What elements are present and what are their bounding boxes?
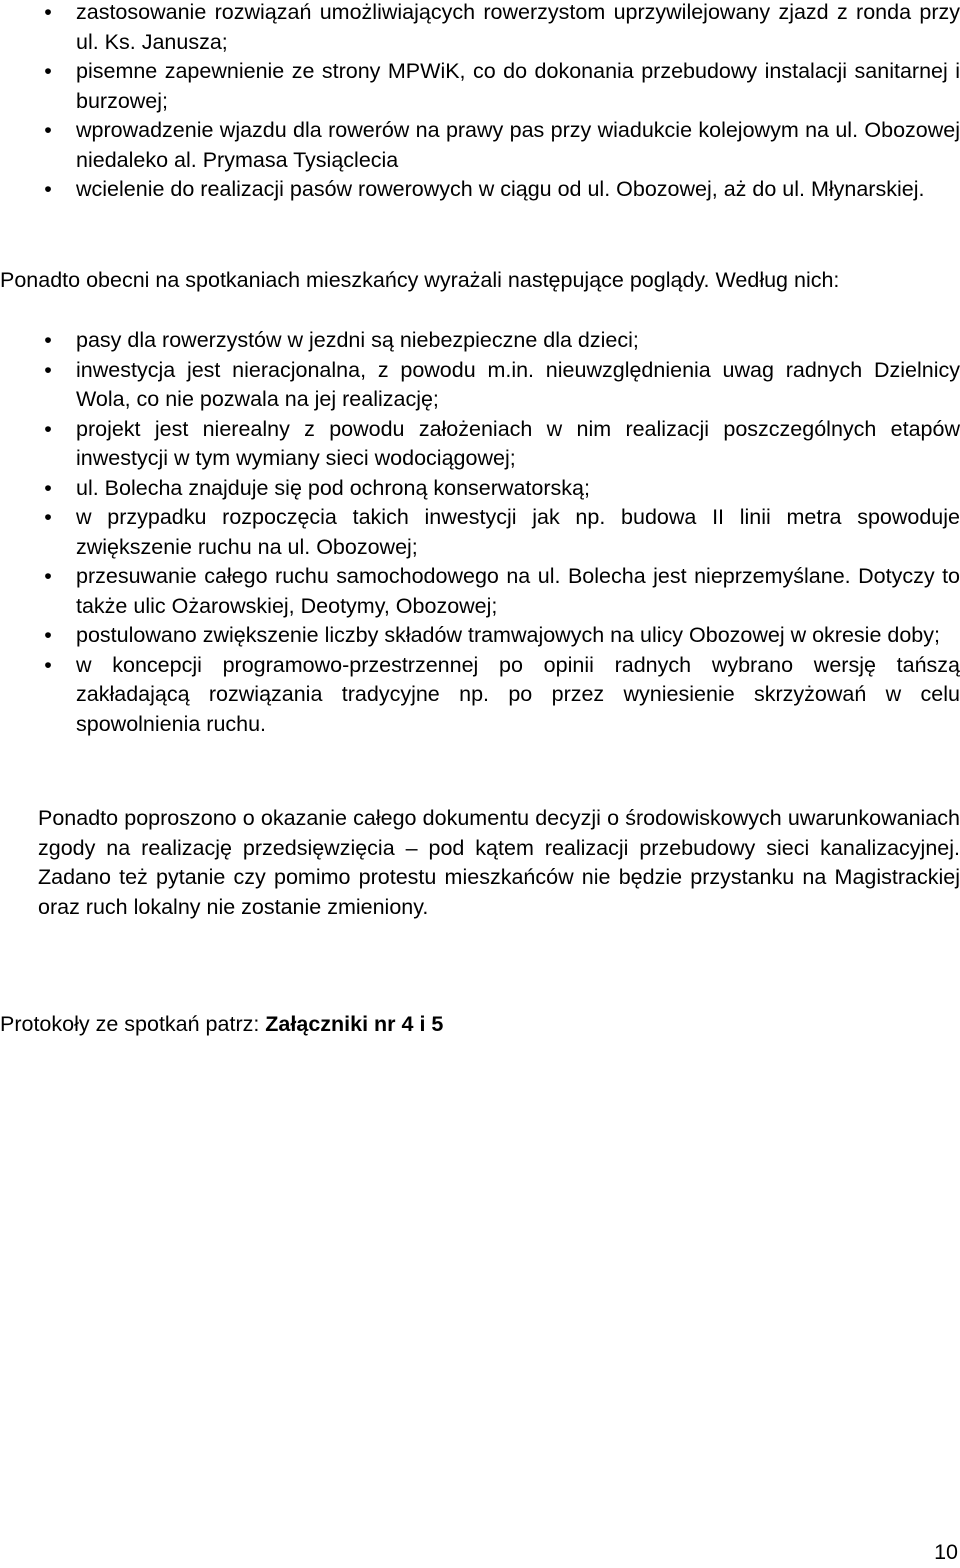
bullet-icon: • xyxy=(44,357,52,382)
paragraph-opinions-intro: Ponadto obecni na spotkaniach mieszkańcy wyrażali następujące poglądy. Według nich: xyxy=(0,268,840,292)
bullet-icon: • xyxy=(44,623,52,647)
bullet-icon: • xyxy=(44,0,52,24)
paragraph-document-request: Ponadto poproszono o okazanie całego dokumentu decyzji o środowiskowych uwarunkowaniach zgody na realizację przedsięwzięcia – pod kątem realizacji przebudowy sieci kanalizacyjnej. Zadano też pytanie czy pomimo protestu mieszkańców nie będzie przystanku na Magistrackiej oraz ruch lokalny nie zostanie zmieniony. xyxy=(38,806,960,919)
protocols-prefix: Protokoły ze spotkań patrz: xyxy=(0,1012,266,1036)
list-item-text: wcielenie do realizacji pasów rowerowych w ciągu od ul. Obozowej, aż do ul. Młynarskiej. xyxy=(76,177,925,201)
list-item xyxy=(0,116,960,175)
bullet-icon: • xyxy=(44,475,52,500)
list-item-text: projekt jest nierealny z powodu założeniach w nim realizacji poszczególnych etapów inwestycji w tym wymiany sieci wodociągowej; xyxy=(76,416,960,470)
list-item-text: w koncepcji programowo-przestrzennej po opinii radnych wybrano wersję tańszą zakładającą rozwiązania tradycyjne np. po przez wyniesienie skrzyżowań w celu spowolnienia ruchu. xyxy=(76,652,960,736)
bullet-list-postulates xyxy=(0,0,960,205)
list-item-text: inwestycja jest nieracjonalna, z powodu m.in. nieuwzględnienia uwag radnych Dzielnicy Wola, co nie pozwala na jej realizację; xyxy=(76,357,960,411)
list-item-text: wprowadzenie wjazdu dla rowerów na prawy pas przy wiadukcie kolejowym na ul. Obozowej niedaleko al. Prymasa Tysiąclecia xyxy=(76,118,960,172)
list-item xyxy=(0,175,960,205)
bullet-icon: • xyxy=(44,505,52,529)
list-item xyxy=(0,621,960,651)
list-item xyxy=(0,0,960,57)
bullet-icon: • xyxy=(44,177,52,201)
list-item xyxy=(0,356,960,415)
list-item-text: pisemne zapewnienie ze strony MPWiK, co do dokonania przebudowy instalacji sanitarnej i burzowej; xyxy=(76,59,960,113)
list-item xyxy=(0,562,960,621)
list-item-text: ul. Bolecha znajduje się pod ochroną konserwatorską; xyxy=(76,475,590,500)
attachments-reference: Załączniki nr 4 i 5 xyxy=(265,1012,444,1036)
bullet-icon: • xyxy=(44,328,52,352)
list-item-text: przesuwanie całego ruchu samochodowego na ul. Bolecha jest nieprzemyślane. Dotyczy to także ulic Ożarowskiej, Deotymy, Obozowej; xyxy=(76,564,960,618)
list-item-text: w przypadku rozpoczęcia takich inwestycji jak np. budowa II linii metra spowoduje zwiększenie ruchu na ul. Obozowej; xyxy=(76,505,960,559)
protocols-reference xyxy=(0,1010,960,1040)
list-item-text: pasy dla rowerzystów w jezdni są niebezpieczne dla dzieci; xyxy=(76,328,639,352)
list-item xyxy=(0,474,960,504)
bullet-icon: • xyxy=(44,416,52,441)
bullet-list-opinions xyxy=(0,326,960,739)
bullet-icon: • xyxy=(44,652,52,677)
list-item xyxy=(0,415,960,474)
list-item-text: postulowano zwiększenie liczby składów tramwajowych na ulicy Obozowej w okresie doby; xyxy=(76,623,940,647)
list-item xyxy=(0,651,960,740)
page-number: 10 xyxy=(934,1540,958,1564)
list-item-text: zastosowanie rozwiązań umożliwiających rowerzystom uprzywilejowany zjazd z ronda przy ul. Ks. Janusza; xyxy=(76,0,960,54)
bullet-icon: • xyxy=(44,59,52,83)
list-item xyxy=(0,503,960,562)
bullet-icon: • xyxy=(44,118,52,142)
list-item xyxy=(0,326,960,356)
list-item xyxy=(0,57,960,116)
bullet-icon: • xyxy=(44,564,52,588)
